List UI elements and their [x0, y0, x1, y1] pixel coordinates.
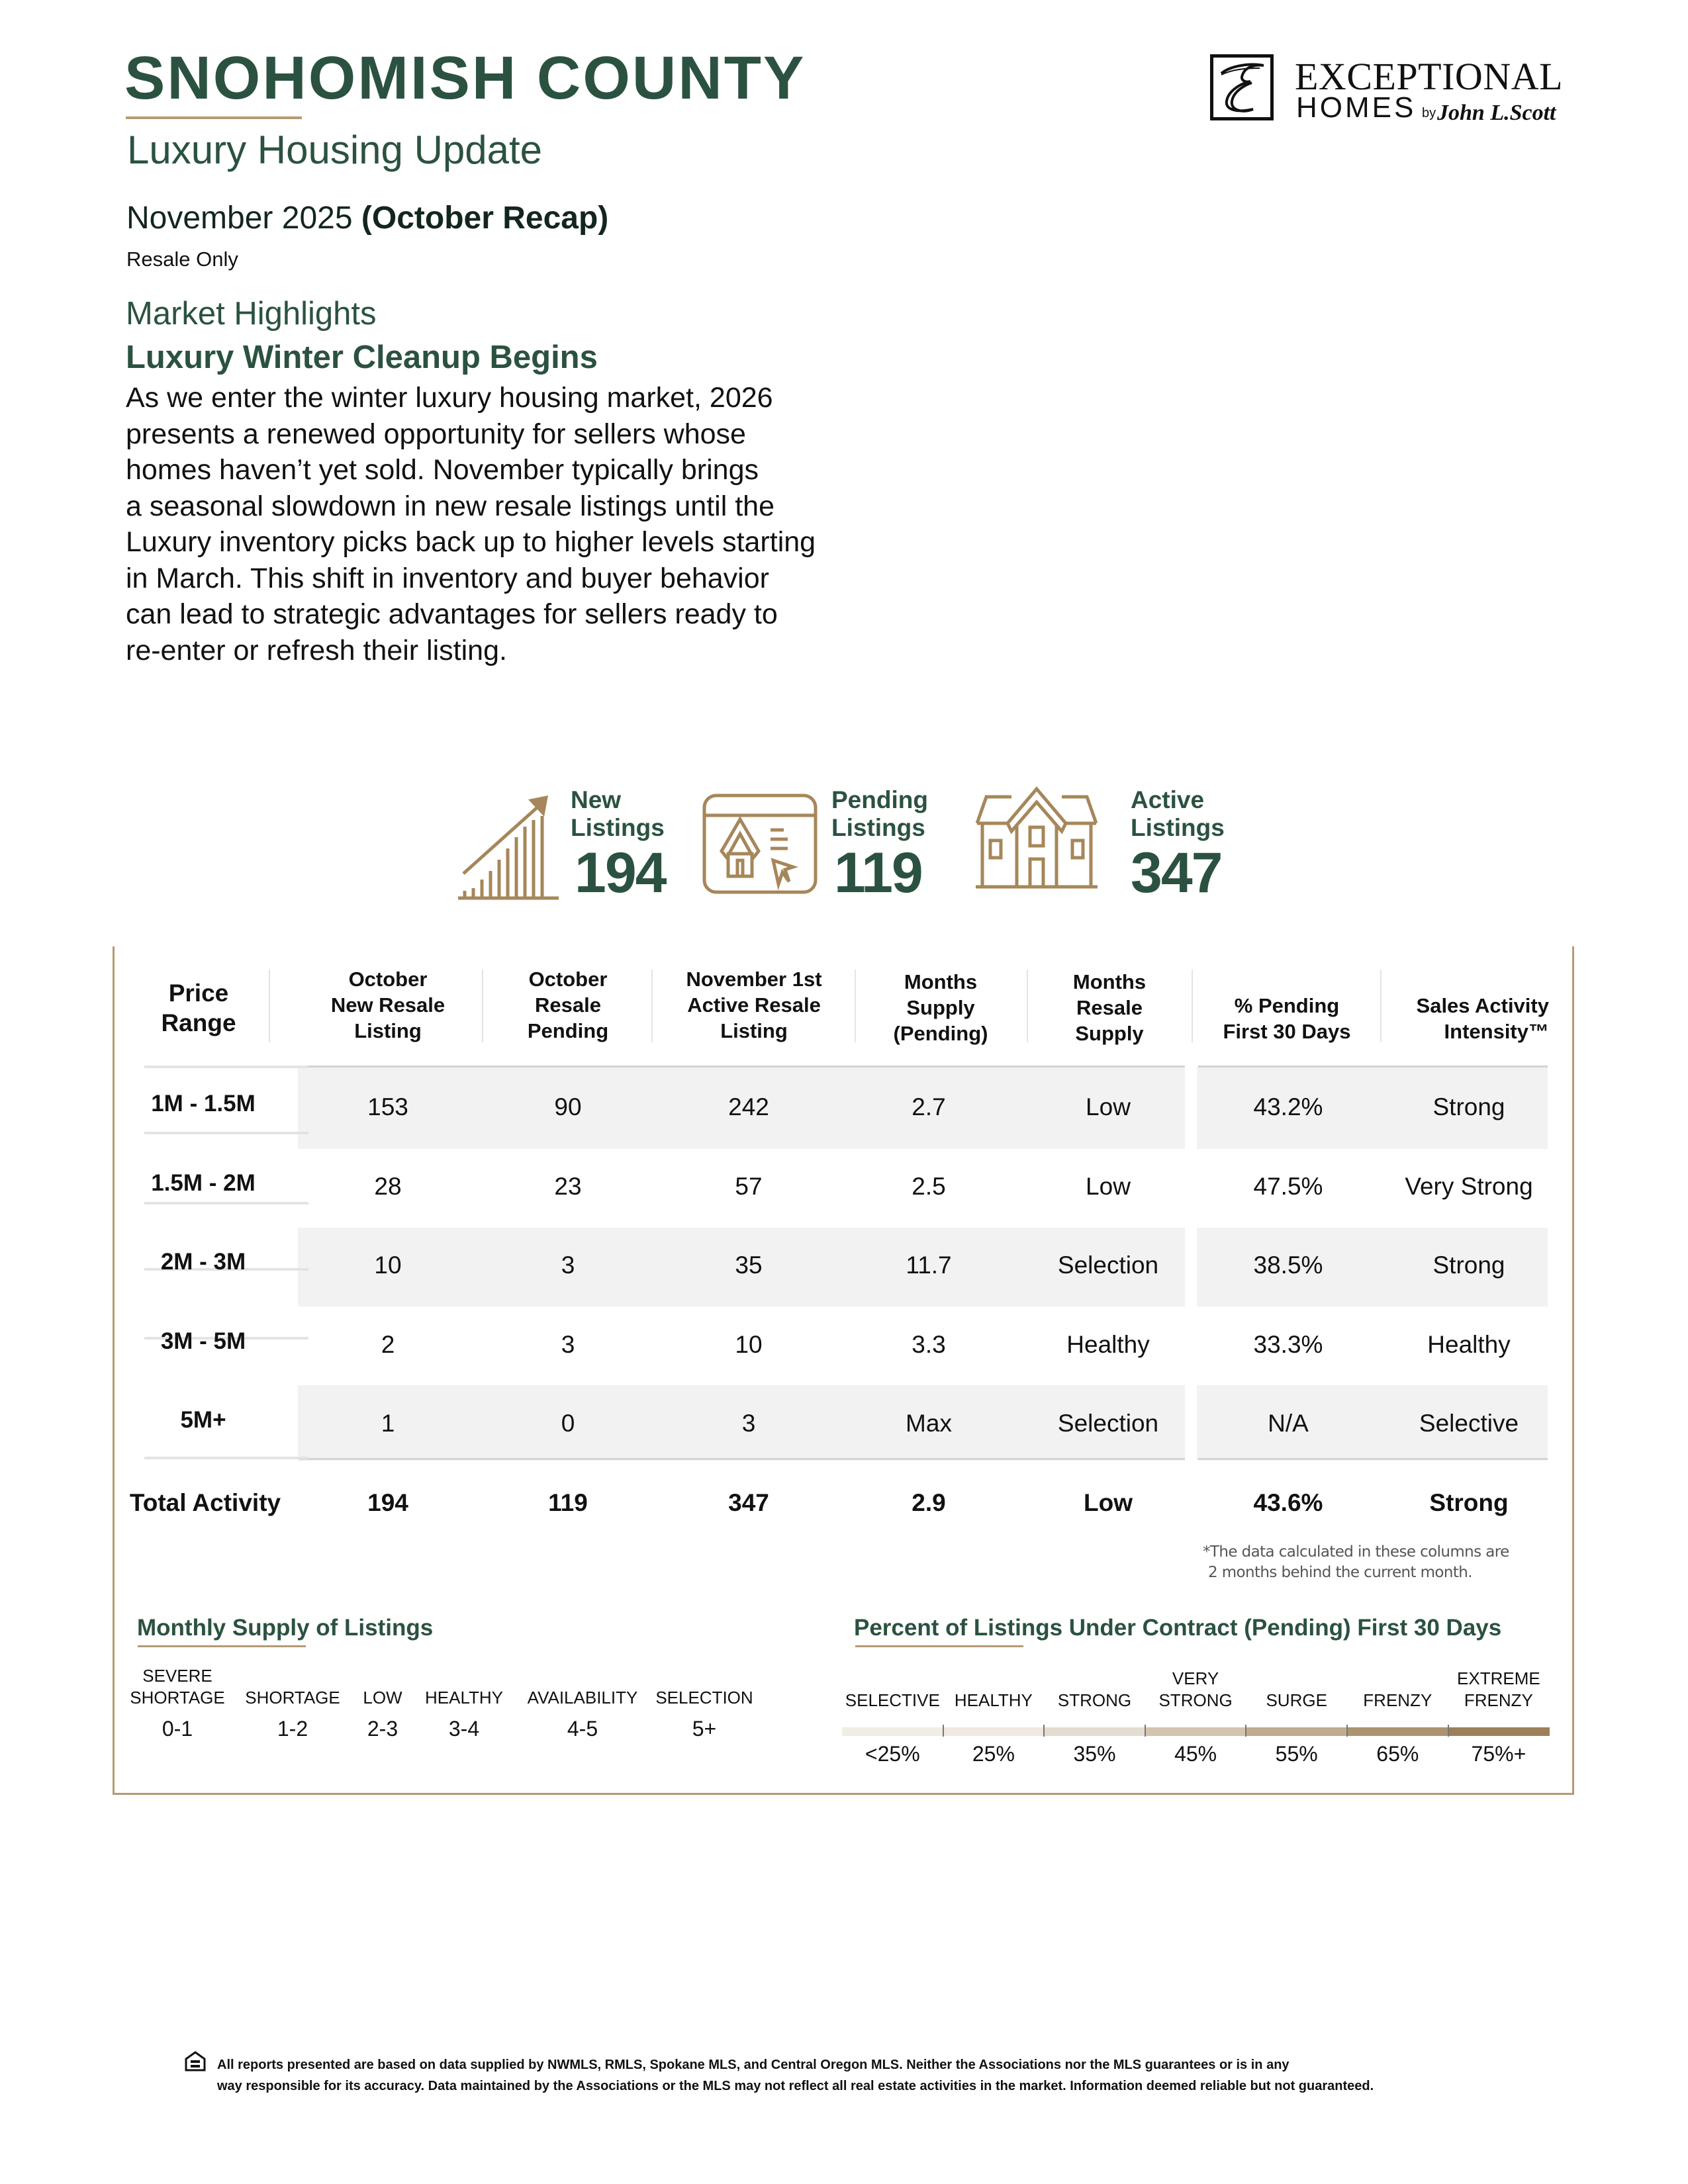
header-line: Resale: [535, 993, 601, 1017]
header-line: November 1st: [686, 968, 822, 991]
legend-label-line: STRONG: [1057, 1690, 1132, 1710]
table-top-rule: [299, 1066, 1185, 1068]
equal-housing-icon: [184, 2050, 207, 2073]
cell-pct-pending: N/A: [1268, 1410, 1309, 1437]
total-active: 347: [728, 1489, 769, 1516]
pending-legend-value: 65%: [1376, 1742, 1419, 1766]
footnote-line: *The data calculated in these columns are: [1203, 1543, 1509, 1561]
header-divider: [482, 970, 483, 1042]
total-new: 194: [367, 1489, 408, 1516]
header-line: Range: [161, 1009, 236, 1036]
legend-label-line: SEVERE: [142, 1666, 212, 1686]
house-browser-icon: [702, 793, 821, 896]
label-divider: [144, 1132, 308, 1134]
pending-legend-divider: [855, 1645, 1023, 1647]
cell-pct-pending: 47.5%: [1253, 1173, 1323, 1200]
pending-legend-value: 55%: [1275, 1742, 1318, 1766]
col-header-active: [657, 966, 851, 1044]
cell-resale-supply: Low: [1086, 1173, 1131, 1200]
pending-legend-swatch: [1145, 1727, 1247, 1736]
highlights-line: can lead to strategic advantages for sellers ready to: [126, 598, 778, 630]
cell-new: 28: [374, 1173, 402, 1200]
table-top-rule: [1198, 1066, 1548, 1068]
table-bottom-rule: [299, 1458, 1185, 1460]
cell-pending: 0: [561, 1410, 575, 1437]
pending-legend-value: 35%: [1073, 1742, 1116, 1766]
pending-legend-swatch: [1246, 1727, 1348, 1736]
pending-legend-tick: [1245, 1725, 1246, 1737]
row-total-label: Total Activity: [129, 1489, 281, 1516]
highlights-line: re-enter or refresh their listing.: [126, 634, 507, 666]
highlights-line: presents a renewed opportunity for sellers whose: [126, 418, 746, 450]
header-line: Intensity™: [1444, 1020, 1549, 1043]
legend-label-line: AVAILABILITY: [527, 1688, 638, 1707]
header-line: Pending: [527, 1019, 609, 1042]
header-line: October: [348, 968, 428, 991]
pending-legend-swatch: [1044, 1727, 1146, 1736]
supply-legend-label: [632, 1665, 777, 1709]
cell-supply-pending: 2.7: [912, 1093, 946, 1120]
cell-new: 1: [381, 1410, 395, 1437]
pending-legend-value: <25%: [865, 1742, 920, 1766]
supply-legend-range: 0-1: [162, 1717, 193, 1741]
cell-supply-pending: 2.5: [912, 1173, 946, 1200]
header-line: Sales Activity: [1416, 994, 1549, 1017]
supply-legend-range: 4-5: [567, 1717, 598, 1741]
header-line: Resale: [1076, 996, 1143, 1019]
total-pct-pending: 43.6%: [1253, 1489, 1323, 1516]
kpi-active-label-line2: Listings: [1131, 814, 1225, 841]
col-header-pending: [487, 966, 649, 1044]
cell-pending: 3: [561, 1251, 575, 1279]
header-divider: [651, 970, 653, 1042]
page-title: SNOHOMISH COUNTY: [124, 44, 806, 112]
kpi-new-label-line1: New: [571, 786, 622, 813]
legend-label-line: FRENZY: [1363, 1690, 1432, 1710]
cell-intensity: Strong: [1432, 1251, 1505, 1279]
kpi-new-value: 194: [575, 841, 666, 905]
kpi-pending-label-line1: Pending: [831, 786, 928, 813]
report-recap: (October Recap): [361, 201, 609, 236]
page-subtitle: Luxury Housing Update: [127, 128, 543, 172]
row-price-range: 2M - 3M: [160, 1249, 246, 1275]
pending-legend-swatch: [1347, 1727, 1449, 1736]
highlights-line: homes haven’t yet sold. November typically brings: [126, 454, 759, 486]
header-divider: [1192, 970, 1193, 1042]
highlights-line: a seasonal slowdown in new resale listings until the: [126, 490, 774, 522]
footnote-line: 2 months behind the current month.: [1208, 1564, 1472, 1581]
kpi-new-label: [571, 786, 665, 842]
disclaimer-line: All reports presented are based on data supplied by NWMLS, RMLS, Spokane MLS, and Central Oregon MLS. Neither the Associations nor the MLS guarantees or is in any: [217, 2058, 1289, 2072]
legend-label-line: [632, 1665, 777, 1687]
legend-label-line: HEALTHY: [954, 1690, 1033, 1710]
supply-legend-range: 3-4: [448, 1717, 480, 1741]
label-divider: [144, 1457, 308, 1459]
pending-legend-label: [1439, 1668, 1558, 1711]
cell-new: 2: [381, 1331, 395, 1358]
highlights-line: As we enter the winter luxury housing market, 2026: [126, 382, 773, 414]
cell-active: 242: [728, 1093, 769, 1120]
cell-resale-supply: Healthy: [1066, 1331, 1150, 1358]
pending-legend-swatch: [943, 1727, 1045, 1736]
kpi-pending-label-line2: Listings: [831, 814, 925, 841]
logo-text-homes: HOMES: [1296, 91, 1417, 124]
title-divider: [126, 116, 302, 119]
total-pending: 119: [548, 1489, 588, 1516]
legend-label-line: HEALTHY: [425, 1688, 503, 1707]
header-line: Supply: [1075, 1022, 1144, 1045]
cell-active: 57: [735, 1173, 763, 1200]
cell-supply-pending: 11.7: [906, 1251, 952, 1279]
table-bottom-rule: [1198, 1458, 1548, 1460]
legend-label-line: FRENZY: [1464, 1690, 1533, 1710]
kpi-pending-label: [831, 786, 928, 842]
report-scope: Resale Only: [126, 248, 238, 271]
pending-legend-value: 75%+: [1471, 1742, 1526, 1766]
header-divider: [1027, 970, 1028, 1042]
legend-label-line: SHORTAGE: [245, 1688, 340, 1707]
col-header-new-listing: [298, 966, 478, 1044]
kpi-pending-value: 119: [834, 841, 922, 905]
total-supply-pending: 2.9: [912, 1489, 946, 1516]
header-line: First 30 Days: [1223, 1020, 1351, 1043]
pending-legend-swatch: [842, 1727, 944, 1736]
cell-active: 3: [741, 1410, 756, 1437]
col-header-intensity: [1383, 993, 1549, 1044]
header-line: Months: [1072, 970, 1147, 993]
cell-new: 10: [374, 1251, 402, 1279]
header-line: % Pending: [1234, 994, 1340, 1017]
header-divider: [269, 970, 270, 1042]
cell-pct-pending: 43.2%: [1253, 1093, 1323, 1120]
report-date: [126, 200, 608, 236]
highlights-line: Luxury inventory picks back up to higher levels starting: [126, 526, 816, 558]
legend-label-line: VERY: [1172, 1668, 1219, 1688]
supply-legend-range: 1-2: [277, 1717, 308, 1741]
label-divider: [144, 1066, 308, 1068]
highlights-line: in March. This shift in inventory and buyer behavior: [126, 562, 769, 594]
cell-pct-pending: 33.3%: [1253, 1331, 1323, 1358]
cell-intensity: Very Strong: [1405, 1173, 1533, 1200]
header-line: Months: [904, 970, 978, 993]
header-line: New Resale: [330, 993, 445, 1017]
pending-legend-tick: [943, 1725, 944, 1737]
legend-label-line: SELECTION: [655, 1688, 753, 1707]
legend-label-line: SHORTAGE: [130, 1688, 225, 1707]
cell-pending: 90: [554, 1093, 582, 1120]
highlights-body: [126, 380, 907, 668]
total-intensity: Strong: [1429, 1489, 1509, 1516]
col-header-months-supply-pending: [858, 969, 1023, 1046]
supply-legend-title: Monthly Supply of Listings: [137, 1615, 434, 1641]
pending-legend-tick: [1346, 1725, 1348, 1737]
row-price-range: 5M+: [180, 1407, 226, 1433]
legend-label-line: SELECTIVE: [845, 1690, 940, 1710]
cell-new: 153: [367, 1093, 408, 1120]
cell-active: 10: [735, 1331, 763, 1358]
pending-legend-swatch: [1448, 1727, 1550, 1736]
disclaimer: [217, 2054, 1374, 2097]
cell-resale-supply: Selection: [1057, 1251, 1159, 1279]
highlights-title: Luxury Winter Cleanup Begins: [126, 340, 598, 375]
pending-legend-tick: [1448, 1725, 1449, 1737]
report-month: November 2025: [126, 201, 353, 236]
row-price-range: 1M - 1.5M: [151, 1091, 256, 1116]
total-resale-supply: Low: [1084, 1489, 1133, 1516]
header-divider: [1380, 970, 1382, 1042]
logo-monogram-icon: [1210, 54, 1274, 120]
legend-label-line: SURGE: [1266, 1690, 1327, 1710]
kpi-active-label-line1: Active: [1131, 786, 1205, 813]
legend-label-line: EXTREME: [1457, 1668, 1540, 1688]
kpi-active-label: [1131, 786, 1225, 842]
header-divider: [855, 970, 856, 1042]
cell-supply-pending: Max: [906, 1410, 952, 1437]
col-header-price-range: [132, 978, 265, 1038]
cell-resale-supply: Low: [1086, 1093, 1131, 1120]
highlights-label: Market Highlights: [126, 296, 377, 332]
cell-intensity: Strong: [1432, 1093, 1505, 1120]
header-line: Listing: [720, 1019, 788, 1042]
supply-legend-range: 2-3: [367, 1717, 399, 1741]
chart-growth-icon: [457, 794, 563, 901]
disclaimer-line: way responsible for its accuracy. Data maintained by the Associations or the MLS may not reflect all real estate activities in the market. Information deemed reliable but not guaranteed.: [217, 2079, 1374, 2093]
cell-resale-supply: Selection: [1057, 1410, 1159, 1437]
cell-pct-pending: 38.5%: [1253, 1251, 1323, 1279]
logo-text-brand: John L.Scott: [1437, 101, 1556, 125]
cell-intensity: Healthy: [1427, 1331, 1511, 1358]
header-line: Listing: [354, 1019, 422, 1042]
cell-intensity: Selective: [1419, 1410, 1519, 1437]
header-line: October: [528, 968, 608, 991]
header-line: (Pending): [893, 1022, 988, 1045]
header-line: Supply: [906, 996, 975, 1019]
cell-supply-pending: 3.3: [912, 1331, 946, 1358]
cell-pending: 23: [554, 1173, 582, 1200]
col-header-pct-pending: [1196, 993, 1378, 1044]
pending-legend-value: 25%: [972, 1742, 1015, 1766]
kpi-new-label-line2: Listings: [571, 814, 665, 841]
pending-legend-tick: [1043, 1725, 1045, 1737]
house-icon: [976, 786, 1098, 891]
label-divider: [144, 1202, 308, 1205]
pending-legend-value: 45%: [1174, 1742, 1217, 1766]
header-line: Active Resale: [687, 993, 821, 1017]
row-price-range: 1.5M - 2M: [151, 1170, 256, 1196]
header-line: Price: [168, 979, 229, 1007]
table-footnote: [1203, 1542, 1509, 1583]
logo-text-exceptional: EXCEPTIONAL: [1295, 55, 1564, 98]
logo-text-by: by: [1422, 106, 1436, 120]
row-price-range: 3M - 5M: [160, 1328, 246, 1354]
cell-pending: 3: [561, 1331, 575, 1358]
pending-legend-tick: [1145, 1725, 1146, 1737]
legend-label-line: LOW: [363, 1688, 402, 1707]
cell-active: 35: [735, 1251, 763, 1279]
exceptional-homes-logo: [1210, 54, 1568, 127]
col-header-months-resale-supply: [1030, 969, 1189, 1046]
legend-label-line: STRONG: [1158, 1690, 1233, 1710]
pending-legend-title: Percent of Listings Under Contract (Pending) First 30 Days: [854, 1615, 1502, 1641]
supply-legend-divider: [138, 1645, 306, 1647]
supply-legend-range: 5+: [692, 1717, 717, 1741]
kpi-active-value: 347: [1131, 841, 1222, 905]
